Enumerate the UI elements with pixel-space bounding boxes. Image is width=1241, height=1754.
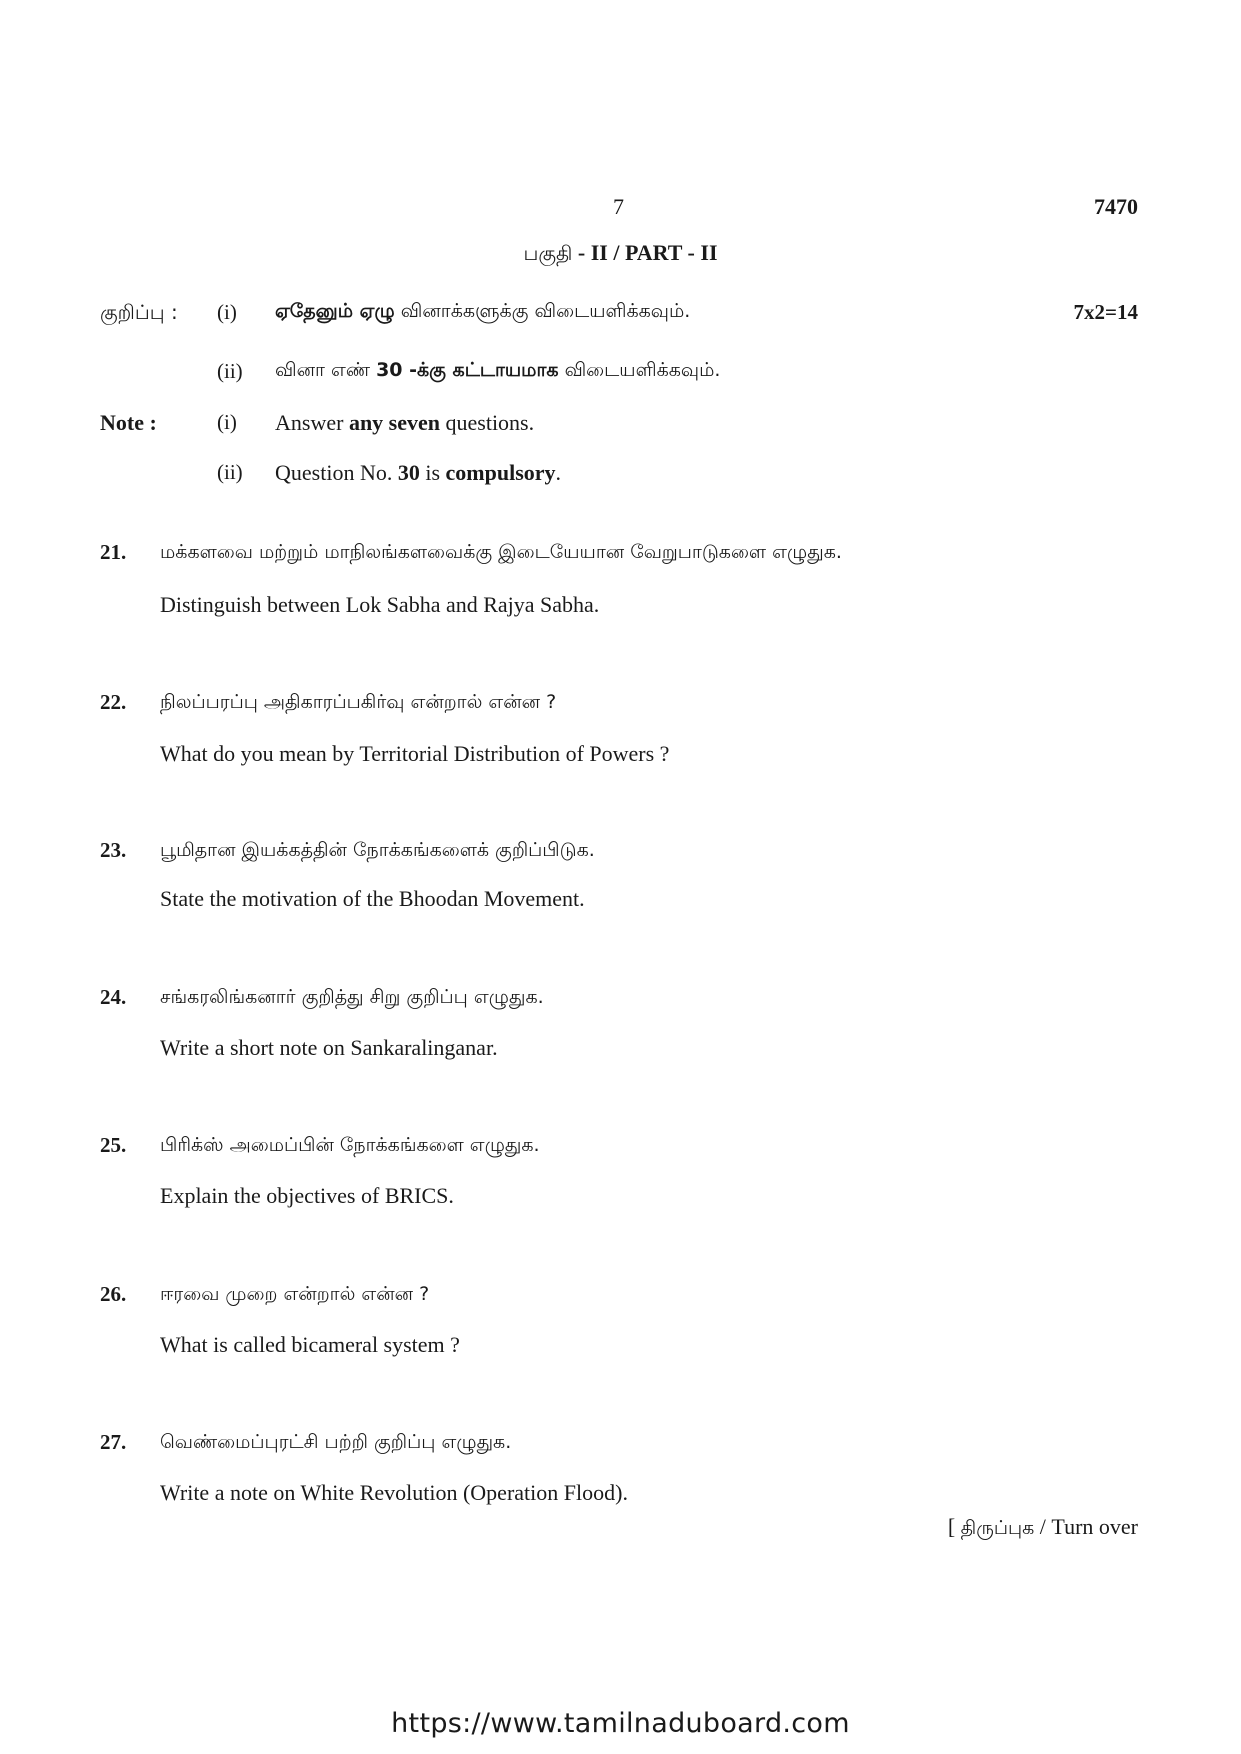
- question-tamil: பிரிக்ஸ் அமைப்பின் நோக்கங்களை எழுதுக.: [160, 1134, 540, 1156]
- paper-code: 7470: [1094, 194, 1138, 219]
- part-title-tamil: பகுதி: [523, 241, 573, 265]
- question-english: Write a note on White Revolution (Operation Flood).: [160, 1480, 628, 1505]
- instruction-text: [275, 359, 720, 384]
- question-english: What is called bicameral system ?: [160, 1332, 460, 1357]
- instruction-rest: .: [555, 460, 562, 485]
- question-tamil: மக்களவை மற்றும் மாநிலங்களவைக்கு இடையேயான வேறுபாடுகளை எழுதுக.: [160, 541, 842, 563]
- instruction-bold: compulsory: [445, 460, 556, 485]
- part-title-english: - II / PART - II: [572, 240, 718, 265]
- instruction-text: [275, 410, 534, 436]
- instruction-pre: Question No.: [275, 460, 398, 485]
- marks: 7x2=14: [1073, 300, 1138, 324]
- question-english: What do you mean by Territorial Distribution of Powers ?: [160, 741, 670, 766]
- instruction-bold: 30 -க்கு கட்டாயமாக: [376, 359, 559, 381]
- question-english: State the motivation of the Bhoodan Movement.: [160, 886, 585, 911]
- question-number: 25.: [100, 1133, 127, 1157]
- question-tamil: ஈரவை முறை என்றால் என்ன ?: [160, 1283, 430, 1305]
- instruction-number: (i): [217, 300, 237, 324]
- question-number: 26.: [100, 1282, 127, 1306]
- instruction-rest: வினாக்களுக்கு விடையளிக்கவும்.: [394, 300, 691, 322]
- question-english: Write a short note on Sankaralinganar.: [160, 1035, 498, 1060]
- turn-over-prefix: [: [947, 1514, 961, 1539]
- question-number: 24.: [100, 985, 127, 1009]
- footer-url[interactable]: https://www.tamilnaduboard.com: [391, 1708, 850, 1739]
- question-number: 23.: [100, 838, 127, 862]
- question-number: 22.: [100, 690, 127, 714]
- question-tamil: வெண்மைப்புரட்சி பற்றி குறிப்பு எழுதுக.: [160, 1431, 512, 1453]
- instruction-number: (ii): [217, 359, 243, 383]
- instruction-number: (ii): [217, 460, 243, 484]
- instruction-bold: 30: [397, 460, 420, 485]
- instruction-bold: any seven: [348, 410, 440, 435]
- question-tamil: பூமிதான இயக்கத்தின் நோக்கங்களைக் குறிப்பிடுக.: [160, 839, 595, 861]
- question-english: Explain the objectives of BRICS.: [160, 1183, 454, 1208]
- instruction-rest: விடையளிக்கவும்.: [558, 359, 721, 381]
- instruction-bold: ஏதேனும் ஏழு: [275, 300, 395, 322]
- turn-over-sep: /: [1034, 1514, 1052, 1539]
- instruction-pre: வினா எண்: [275, 359, 377, 381]
- turn-over-tamil: திருப்புக: [960, 1517, 1035, 1539]
- note-label-english: Note :: [100, 410, 157, 435]
- instruction-number: (i): [217, 410, 237, 434]
- question-number: 27.: [100, 1430, 127, 1454]
- page-number: 7: [613, 194, 624, 219]
- question-tamil: நிலப்பரப்பு அதிகாரப்பகிர்வு என்றால் என்ன ?: [160, 691, 557, 713]
- instruction-mid: is: [419, 460, 446, 485]
- question-tamil: சங்கரலிங்கனார் குறித்து சிறு குறிப்பு எழுதுக.: [160, 986, 544, 1008]
- turn-over: [948, 1514, 1138, 1542]
- instruction-pre: Answer: [275, 410, 349, 435]
- note-label-tamil: குறிப்பு :: [100, 300, 178, 324]
- turn-over-english: Turn over: [1051, 1514, 1138, 1539]
- instruction-text: [275, 300, 690, 325]
- instruction-text: [275, 460, 561, 486]
- part-title: [0, 240, 1241, 268]
- question-number: 21.: [100, 540, 127, 564]
- instruction-rest: questions.: [440, 410, 535, 435]
- question-english: Distinguish between Lok Sabha and Rajya Sabha.: [160, 592, 600, 617]
